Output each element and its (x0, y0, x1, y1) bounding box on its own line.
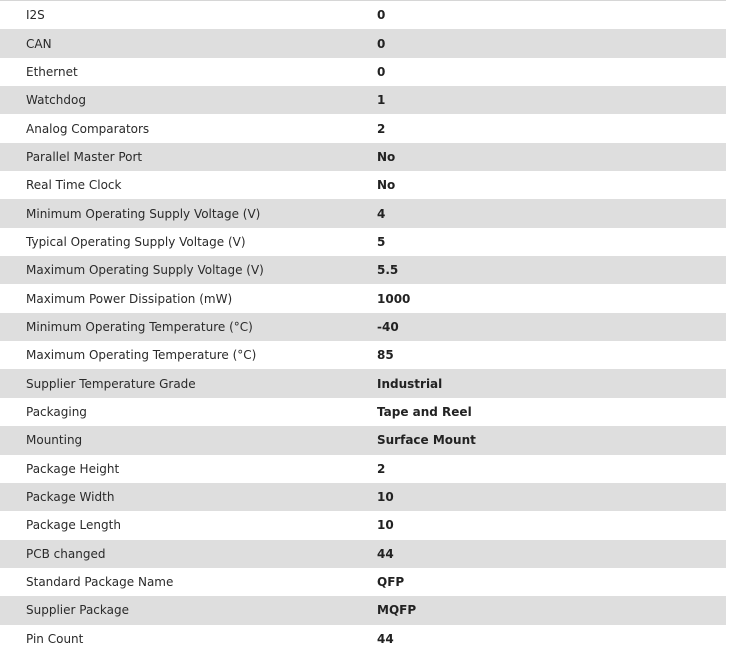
spec-value: 2 (377, 461, 386, 476)
table-row (0, 171, 726, 199)
table-row (0, 313, 726, 341)
spec-value: Surface Mount (377, 433, 476, 448)
spec-value: MQFP (377, 603, 417, 618)
spec-name: CAN (26, 36, 52, 51)
table-row (0, 256, 726, 284)
spec-name: Watchdog (26, 93, 86, 108)
table-row (0, 1, 726, 29)
spec-value: 5 (377, 234, 386, 249)
table-row (0, 86, 726, 114)
table-row (0, 369, 726, 397)
table-row (0, 540, 726, 568)
table-row (0, 426, 726, 454)
spec-value: No (377, 149, 396, 164)
spec-name: Pin Count (26, 631, 84, 646)
spec-name: Packaging (26, 404, 87, 419)
spec-value: 85 (377, 348, 394, 363)
table-row (0, 199, 726, 227)
spec-name: Supplier Temperature Grade (26, 376, 196, 391)
spec-name: Mounting (26, 433, 83, 448)
spec-name: Package Width (26, 490, 115, 505)
spec-name: Parallel Master Port (26, 149, 143, 164)
table-row (0, 455, 726, 483)
table-row (0, 58, 726, 86)
spec-name: Maximum Operating Supply Voltage (V) (26, 263, 264, 278)
table-row (0, 143, 726, 171)
spec-value: 0 (377, 36, 386, 51)
spec-name: PCB changed (26, 546, 106, 561)
spec-name: Supplier Package (26, 603, 129, 618)
spec-value: No (377, 178, 396, 193)
spec-name: I2S (26, 8, 45, 23)
spec-name: Maximum Operating Temperature (°C) (26, 348, 257, 363)
table-row (0, 596, 726, 624)
spec-value: 44 (377, 546, 394, 561)
spec-value: 10 (377, 518, 394, 533)
spec-name: Minimum Operating Supply Voltage (V) (26, 206, 261, 221)
spec-value: -40 (377, 319, 399, 334)
spec-name: Standard Package Name (26, 575, 174, 590)
spec-value: QFP (377, 575, 405, 590)
spec-value: 1 (377, 93, 386, 108)
table-row (0, 568, 726, 596)
spec-name: Package Height (26, 461, 120, 476)
spec-value: 2 (377, 121, 386, 136)
spec-name: Typical Operating Supply Voltage (V) (26, 234, 246, 249)
spec-name: Analog Comparators (26, 121, 150, 136)
spec-value: 5.5 (377, 263, 399, 278)
table-row (0, 511, 726, 539)
table-row (0, 483, 726, 511)
spec-value: 0 (377, 8, 386, 23)
spec-value: 1000 (377, 291, 411, 306)
spec-value: 0 (377, 64, 386, 79)
table-row (0, 625, 726, 653)
table-row (0, 228, 726, 256)
table-row (0, 114, 726, 142)
table-row (0, 29, 726, 57)
spec-value: Industrial (377, 376, 443, 391)
spec-value: 10 (377, 490, 394, 505)
spec-value: Tape and Reel (377, 404, 472, 419)
spec-value: 44 (377, 631, 394, 646)
table-row (0, 398, 726, 426)
spec-name: Minimum Operating Temperature (°C) (26, 319, 253, 334)
table-row (0, 284, 726, 312)
spec-name: Package Length (26, 518, 121, 533)
spec-value: 4 (377, 206, 386, 221)
spec-name: Maximum Power Dissipation (mW) (26, 291, 233, 306)
spec-name: Ethernet (26, 64, 78, 79)
spec-name: Real Time Clock (26, 178, 122, 193)
table-row (0, 341, 726, 369)
